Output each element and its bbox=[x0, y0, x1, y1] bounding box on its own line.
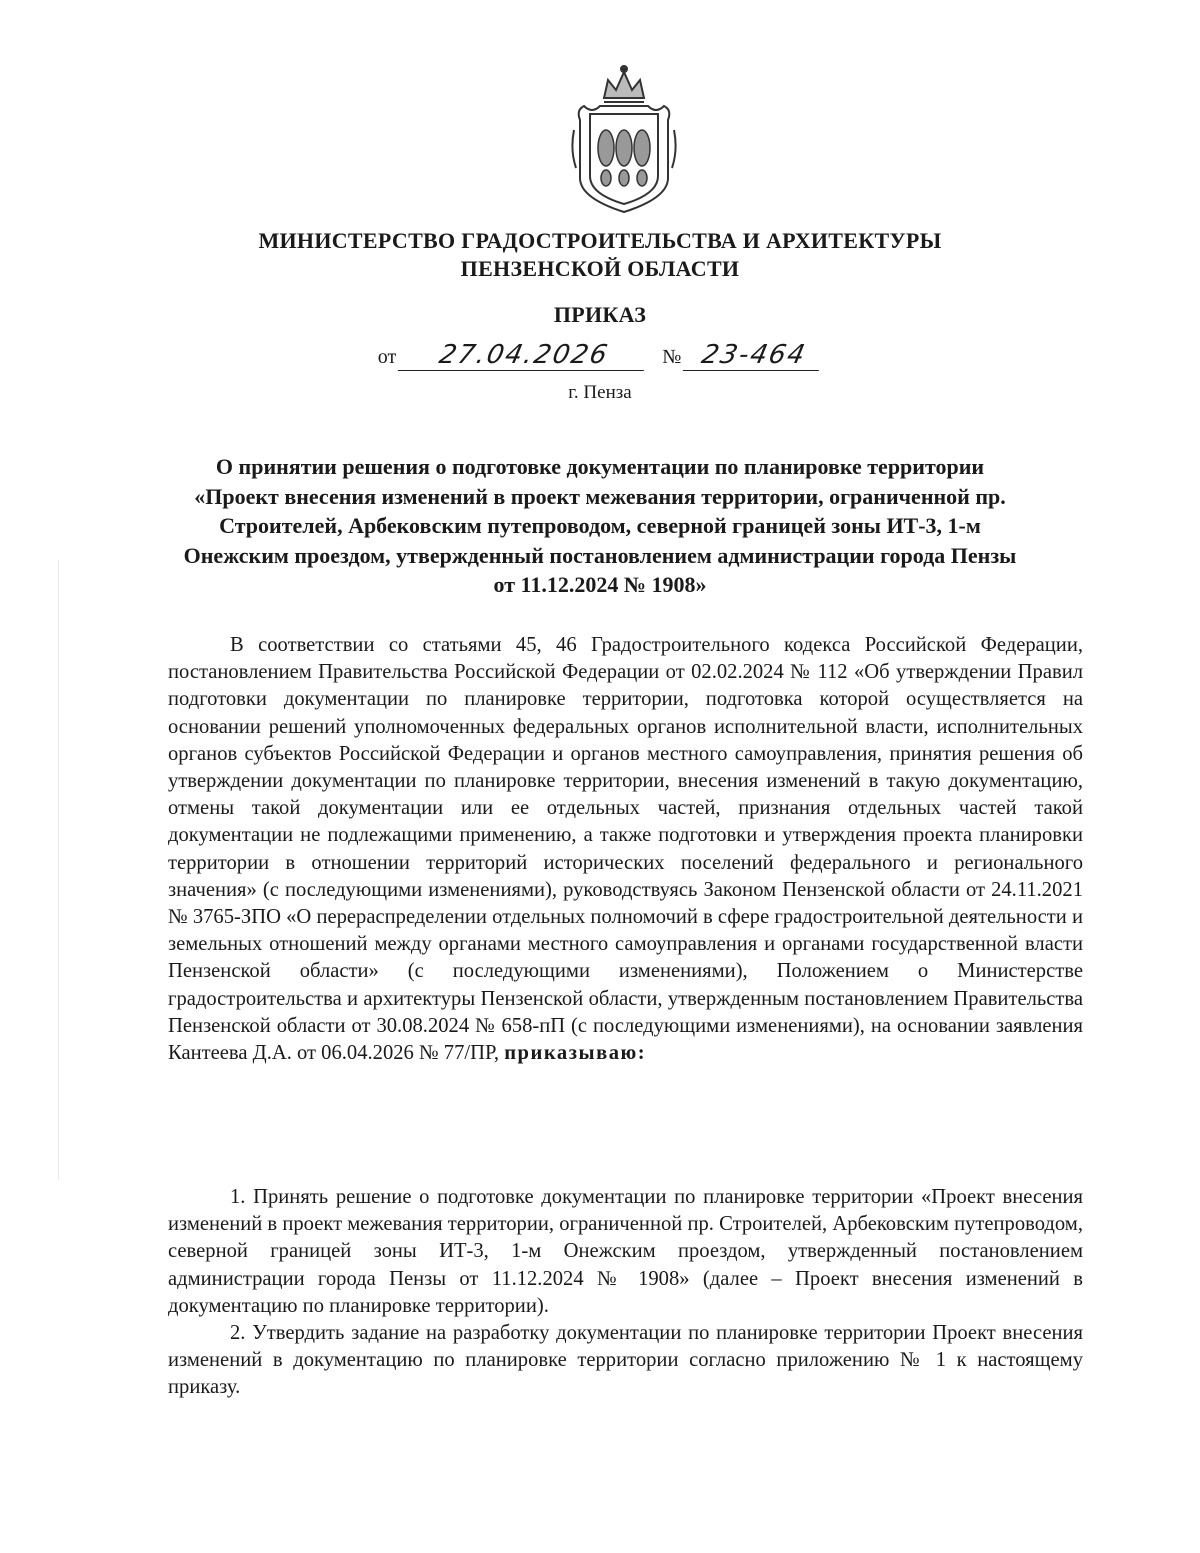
document-type: ПРИКАЗ bbox=[553, 302, 647, 327]
order-word: приказываю: bbox=[504, 1042, 647, 1065]
order-item-2: 2. Утвердить задание на разработку документации по планировке территории Проект внесения изменений в документацию по планировке территории согласно приложению № 1 к настоящему приказу. bbox=[168, 1322, 1083, 1399]
preamble-text: В соответствии со статьями 45, 46 Градостроительного кодекса Российской Федерации, постановлением Правительства Российской Федерации от 02.02.2024 № 112 «Об утверждении Правил подготовки документации по планировке территории, подготовка которой осуществляется на основании решений уполномоченных федеральных органов исполнительной власти, исполнительных органов субъектов Российской Федерации и органов местного самоуправления, принятия решения об утверждении документации по планировке территории, внесения изменений в такую документацию, отмены такой документации или ее отдельных частей, признания отдельных частей такой документации не подлежащими применению, а также подготовки и утверждения проекта планировки территории в отношении территорий исторических поселений федерального и регионального значения» (с последующими изменениями), руководствуясь Законом Пензенской области от 24.11.2021 № 3765-ЗПО «О перераспределении отдельных полномочий в сфере градостроительной деятельности и земельных отношений между органами местного самоуправления и органами государственной власти Пензенской области» (с последующими изменениями), Положением о Министерстве градостроительства и архитектуры Пензенской области, утвержденным постановлением Правительства Пензенской области от 30.08.2024 № 658-пП (с последующими изменениями), на основании заявления Кантеева Д.А. от 06.04.2026 № 77/ПР, bbox=[168, 634, 1083, 1065]
document-number: 23-464 bbox=[683, 340, 826, 371]
preamble-paragraph bbox=[168, 632, 1083, 1067]
ministry-name-line1: МИНИСТЕРСТВО ГРАДОСТРОИТЕЛЬСТВА И АРХИТЕКТУРЫ bbox=[258, 228, 942, 253]
order-item-1: 1. Принять решение о подготовке документации по планировке территории «Проект внесения изменений в проект межевания территории, ограниченной пр. Строителей, Арбековским путепроводом, северной границей зоны ИТ-3, 1-м Онежским проездом, утвержденный постановлением администрации города Пензы от 11.12.2024 № 1908» (далее – Проект внесения изменений в документацию по планировке территории). bbox=[168, 1186, 1083, 1317]
document-title: О принятии решения о подготовке документации по планировке территории «Проект внесения изменений в проект межевания территории, ограниченной пр. Строителей, Арбековским путепроводом, северной границей зоны ИТ-3, 1-м Онежским проездом, утвержденный постановлением администрации города Пензы от 11.12.2024 № 1908» bbox=[183, 454, 1017, 597]
document-date: 27.04.2026 bbox=[398, 340, 651, 371]
document-city: г. Пенза bbox=[568, 382, 632, 403]
scan-margin-line bbox=[58, 560, 59, 1180]
number-prefix: № bbox=[662, 346, 682, 368]
coat-of-arms-icon bbox=[570, 60, 678, 220]
date-prefix: от bbox=[377, 346, 397, 368]
date-number-line bbox=[0, 340, 1200, 371]
ministry-name-line2: ПЕНЗЕНСКОЙ ОБЛАСТИ bbox=[460, 256, 740, 281]
